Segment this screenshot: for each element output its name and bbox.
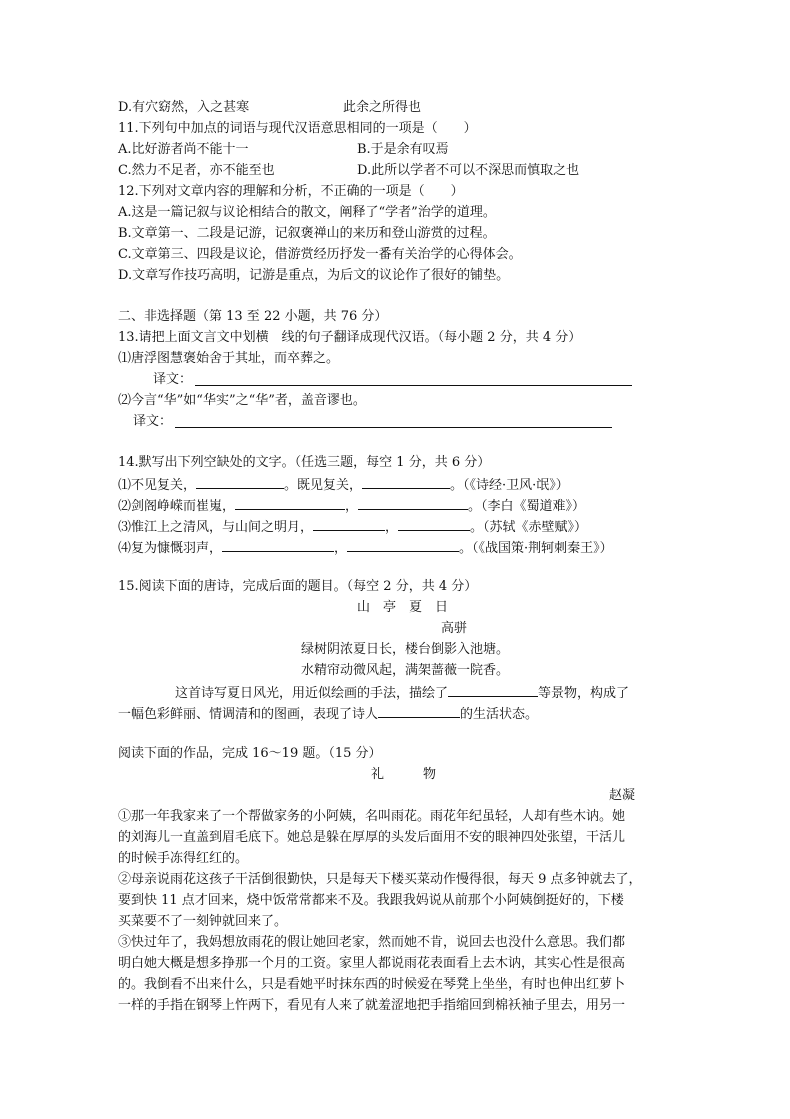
blank	[358, 496, 468, 510]
paragraph-line: ③快过年了，我妈想放雨花的假让她回老家，然而她不肯，说回去也没什么意思。我们都	[118, 935, 626, 950]
q12-option-a: A.这是一篇记叙与议论相结合的散文，阐释了“学者”治学的道理。	[118, 205, 496, 220]
reading-title: 礼 物	[371, 767, 437, 782]
blank	[347, 538, 459, 552]
q11-option-d: D.此所以学者不可以不深思而慎取之也	[357, 163, 580, 178]
q15-prompt-line-2: 一幅色彩鲜丽、情调清和的图画，表现了诗人 的生活状态。	[118, 704, 538, 724]
q15-prompt-line-1: 这首诗写夏日风光，用近似绘画的手法，描绘了 等景物，构成了	[175, 683, 629, 703]
q14-line-3: ⑶惟江上之清风，与山间之明月， ， 。（苏轼《赤壁赋》）	[118, 517, 587, 537]
blank	[398, 517, 470, 531]
blank	[222, 538, 334, 552]
reading-author: 赵凝	[609, 788, 636, 803]
paragraph-line: 的。我倒看不出来什么，只是看她平时抹东西的时候爱在琴凳上坐坐，有时也伸出红萝卜	[118, 977, 626, 992]
poem-title: 山 亭 夏 日	[357, 600, 449, 615]
blank	[196, 475, 284, 489]
q12-option-c: C.文章第三、四段是议论，借游赏经历抒发一番有关治学的心得体会。	[118, 247, 522, 262]
paragraph-line: 的刘海儿一直盖到眉毛底下。她总是躲在厚厚的头发后面用不安的眼神四处张望，干活儿	[118, 830, 626, 845]
q15-stem: 15.阅读下面的唐诗，完成后面的题目。（每空 2 分，共 4 分）	[118, 579, 478, 594]
q14-line-2: ⑵剑阁峥嵘而崔嵬， ， 。（李白《蜀道难》）	[118, 496, 585, 516]
q13-answer-label-1: 译文：	[153, 372, 193, 387]
q12-stem: 12.下列对文章内容的理解和分析，不正确的一项是（ ）	[118, 184, 464, 199]
paragraph-line: 明白她大概是想多挣那一个月的工资。家里人都说雨花表面看上去木讷，其实心性是很高	[118, 956, 626, 971]
q11-stem: 11.下列句中加点的词语与现代汉语意思相同的一项是（ ）	[118, 121, 477, 136]
q13-answer-line-2	[175, 427, 612, 428]
q11-option-a: A.比好游者尚不能十一	[118, 142, 249, 157]
blank	[448, 683, 538, 697]
paragraph-line: 要到快 11 点才回来，烧中饭常常都来不及。我跟我妈说从前那个小阿姨倒挺好的，下楼	[118, 893, 624, 908]
q10-option-d-tail: 此余之所得也	[343, 100, 422, 115]
q13-answer-line-1	[195, 385, 632, 386]
poem-author: 高骈	[441, 621, 468, 636]
blank	[313, 517, 385, 531]
paragraph-line: 一样的手指在钢琴上忤两下，看见有人来了就羞涩地把手指缩回到棉袄袖子里去，用另一	[118, 998, 626, 1013]
q14-stem: 14.默写出下列空缺处的文字。（任选三题，每空 1 分，共 6 分）	[118, 455, 491, 470]
paragraph-line: 买菜要不了一刻钟就回来了。	[118, 914, 288, 929]
blank	[235, 496, 345, 510]
paragraph-line: 的时候手冻得红红的。	[118, 851, 249, 866]
q10-option-d: D.有穴窈然，入之甚寒	[118, 100, 250, 115]
reading-intro: 阅读下面的作品，完成 16～19 题。（15 分）	[118, 746, 382, 761]
q12-option-b: B.文章第一、二段是记游，记叙褒禅山的来历和登山游赏的过程。	[118, 226, 496, 241]
q13-sentence-1: ⑴唐浮图慧褒始舍于其址，而卒葬之。	[118, 351, 340, 366]
paragraph-line: ②母亲说雨花这孩子干活倒很勤快，只是每天下楼买菜动作慢得很，每天 9 点多钟就去了，	[118, 872, 642, 887]
paragraph-line: ①那一年我家来了一个帮做家务的小阿姨，名叫雨花。雨花年纪虽轻，人却有些木讷。她	[118, 809, 626, 824]
poem-verse-2: 水精帘动微风起，满架蔷薇一院香。	[301, 663, 510, 678]
q13-sentence-2: ⑵今言“华”如“华实”之“华”者，盖音谬也。	[118, 393, 366, 408]
q13-answer-label-2: 译文：	[133, 414, 173, 429]
blank	[362, 475, 450, 489]
poem-verse-1: 绿树阴浓夏日长，楼台倒影入池塘。	[301, 642, 510, 657]
q11-option-b: B.于是余有叹焉	[357, 142, 449, 157]
q13-stem: 13.请把上面文言文中划横 线的句子翻译成现代汉语。（每小题 2 分，共 4 分）	[118, 330, 582, 345]
q14-line-1: ⑴不见复关， 。既见复关， 。（《诗经·卫风·氓》）	[118, 475, 569, 495]
q11-option-c: C.然力不足者，亦不能至也	[118, 163, 275, 178]
section-heading: 二、非选择题（第 13 至 22 小题，共 76 分）	[118, 309, 388, 324]
q14-line-4: ⑷复为慷慨羽声， ， 。（《战国策·荆轲刺秦王》）	[118, 538, 613, 558]
blank	[378, 704, 460, 718]
q12-option-d: D.文章写作技巧高明，记游是重点，为后文的议论作了很好的铺垫。	[118, 268, 510, 283]
